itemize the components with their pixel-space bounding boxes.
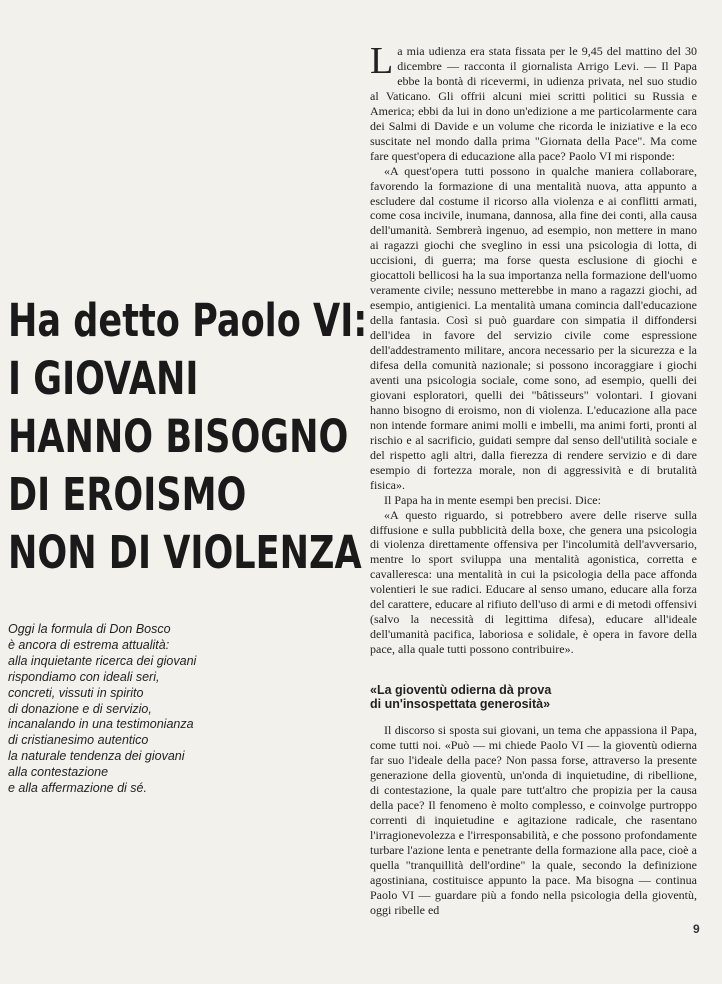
intro-line: concreti, vissuti in spirito	[8, 685, 144, 700]
paragraph-text: a mia udienza era stata fissata per le 9,45 del mattino del 30 dicembre — racconta il giornalista Arrigo Levi. — Il Papa ebbe la bontà di ricevermi, in udienza privata, nel suo studio al Vaticano. Gli offrii alcuni miei scritti politici su Russia e America; ebbi da lui in dono un'edizione a me particolarmente cara dei Salmi di Davide e un volume che ricorda le iniziative e la eco suscitate nel mondo dalla prima "Giornata della Pace". Ma come fare quest'opera di educazione alla pace? Paolo VI mi risponde:	[370, 44, 697, 163]
subheading-line: di un'insospettata generosità»	[370, 697, 551, 712]
intro-line: alla contestazione	[8, 765, 109, 780]
intro-blurb	[8, 622, 358, 797]
intro-line: rispondiamo con ideali seri,	[8, 669, 160, 684]
intro-line: e alla affermazione di sé.	[8, 781, 147, 796]
subheading-line: «La gioventù odierna dà prova	[370, 683, 552, 698]
section-subheading	[370, 683, 697, 711]
headline-line: NON DI VIOLENZA	[8, 526, 362, 579]
left-column	[8, 292, 368, 797]
article-paragraph: «A quest'opera tutti possono in qualche maniera collaborare, favorendo la formazione di una mentalità nuova, atta appunto a escludere dal costume il ricorso alla violenza e ai conflitti armati, come cosa incivile, inumana, dannosa, alla fine dei conti, alla causa dell'umanità. Sembrerà ingenuo, ad esempio, non mettere in mano ai ragazzi giochi che sveglino in essi una psicologia di lotta, di uccisioni, di guerra; ma forse questa esclusione di giochi e giocattoli bellicosi ha la sua importanza nella formazione dell'uomo veramente civile; nessuno metterebbe in mano a ragazzi giochi, ad esempio, antigienici. La mentalità umana comincia dall'educazione della fantasia. Così si può guardare con simpatia il diffondersi dell'idea in favore del servizio civile come espressione dell'addestramento militare, ancora necessario per la sicurezza e la difesa della comunità nazionale; si possono incoraggiare i giochi aventi una psicologia sociale, come sono, ad esempio, quelli dei giovani esploratori, quelli dei "bâtisseurs" volontari. I giovani hanno bisogno di eroismo, non di violenza. L'educazione alla pace non intende formare animi molli e imbelli, ma animi forti, pronti al rischio e al sacrificio, guidati sempre dal senso dell'utilità sociale e del rispetto agli altri, dalla fierezza di rendere servizio e di dare esempio di fortezza morale, non di aggressività e di brutalità fisica».	[370, 163, 697, 492]
headline-line: HANNO BISOGNO	[8, 410, 349, 463]
drop-cap: L	[370, 40, 394, 82]
intro-line: di cristianesimo autentico	[8, 733, 149, 748]
page-number: 9	[693, 922, 700, 936]
intro-line: di donazione e di servizio,	[8, 701, 152, 716]
headline-line: Ha detto Paolo VI:	[8, 294, 368, 347]
article-paragraph: Il discorso si sposta sui giovani, un tema che appassiona il Papa, come tutti noi. «Può — mi chiede Paolo VI — la gioventù odierna far suo l'ideale della pace? Non passa forse, attraverso la presente generazione della gioventù, un'onda di inquietudine, di ribellione, di contestazione, la quale pare tutt'altro che propizia per la causa della pace? Il fenomeno è molto complesso, e coinvolge purtroppo correnti di inquietudine e agitazione radicale, che rasentano l'irragionevolezza e l'irresponsabilità, e che possono profondamente turbare l'azione lenta e penetrante della formazione alla pace, cioè a quella "tranquillità dell'ordine" la quale, secondo la definizione agostiniana, costituisce appunto la pace. Ma bisogna — continua Paolo VI — guardare più a fondo nella psicologia della gioventù, oggi ribelle ed	[370, 723, 697, 917]
headline-line: DI EROISMO	[8, 468, 247, 521]
article-paragraph	[370, 40, 697, 164]
intro-line: la naturale tendenza dei giovani	[8, 749, 185, 764]
intro-line: alla inquietante ricerca dei giovani	[8, 653, 197, 668]
article-paragraph: Il Papa ha in mente esempi ben precisi. Dice:	[384, 492, 601, 507]
headline-line: I GIOVANI	[8, 352, 199, 405]
headline	[8, 292, 368, 582]
article-paragraph: «A questo riguardo, si potrebbero avere delle riserve sulla diffusione e sulla pubblicità della boxe, che genera una psicologia di violenza direttamente offensiva per l'incolumità dell'avversario, mentre lo sport sviluppa una mentalità agonistica, corretta e cavalleresca: una mentalità in cui la psicologia della pace affonda volentieri le sue radici. Educare al senso umano, educare alla forza del carattere, educare al rifiuto dell'uso di armi e di metodi offensivi (salvo la necessità di legittima difesa), educare all'ideale dell'umanità pacifica, laboriosa e solidale, è opera in favore della pace, alla quale tutti possono contribuire».	[370, 507, 697, 657]
intro-line: incanalando in una testimonianza	[8, 717, 194, 732]
intro-line: è ancora di estrema attualità:	[8, 637, 170, 652]
article-column	[370, 40, 697, 917]
intro-line: Oggi la formula di Don Bosco	[8, 622, 171, 636]
